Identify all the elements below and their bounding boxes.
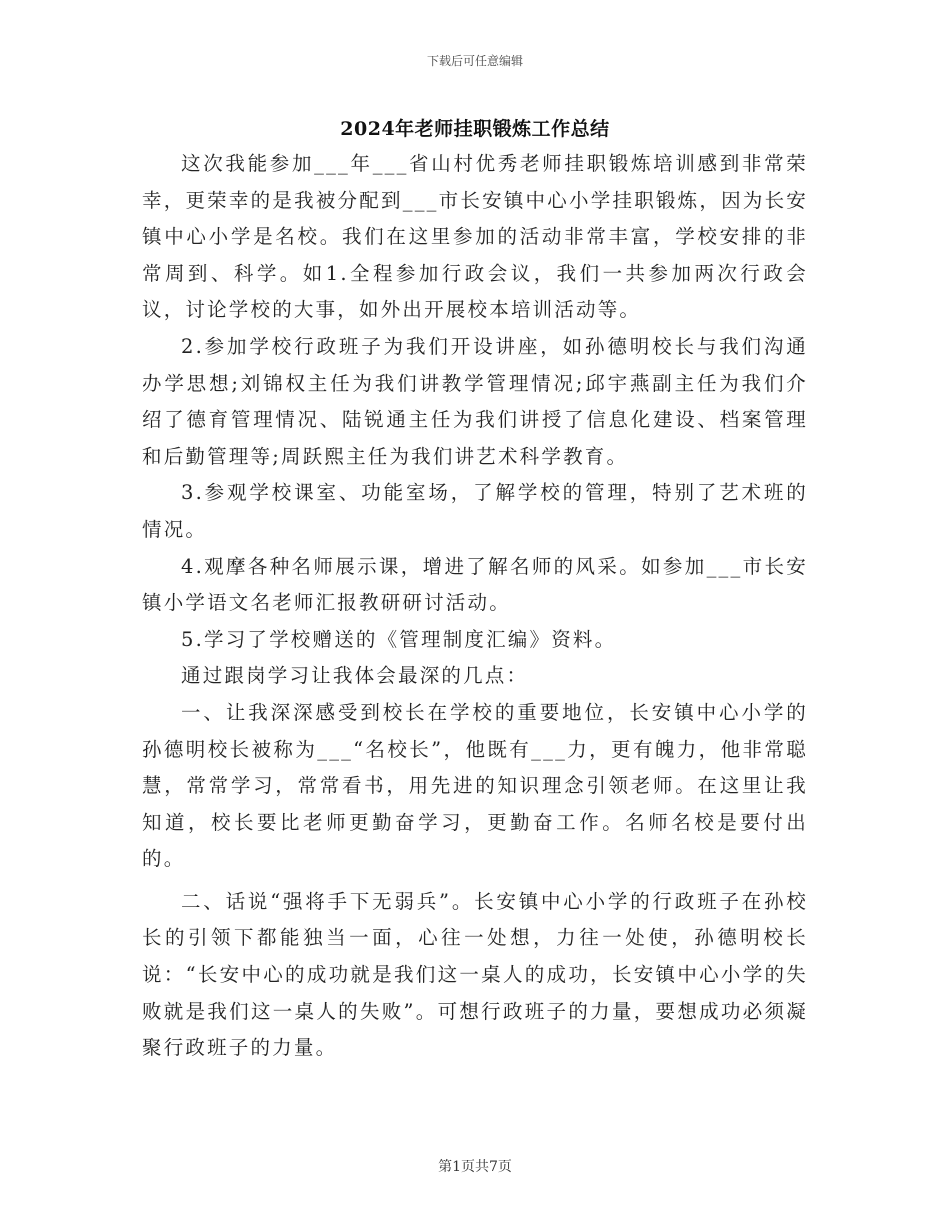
document-body [142, 146, 808, 1067]
paragraph-intro: 这次我能参加___年___省山村优秀老师挂职锻炼培训感到非常荣幸，更荣幸的是我被分配到___市长安镇中心小学挂职锻炼，因为长安镇中心小学是名校。我们在这里参加的活动非常丰富，学校安排的非常周到、科学。如1.全程参加行政会议，我们一共参加两次行政会议，讨论学校的大事，如外出开展校本培训活动等。 [142, 152, 808, 322]
paragraph-lesson-two: 二、话说“强将手下无弱兵”。长安镇中心小学的行政班子在孙校长的引领下都能独当一面，心往一处想，力往一处使，孙德明校长说：“长安中心的成功就是我们这一桌人的成功，长安镇中心小学的失败就是我们这一桌人的失败”。可想行政班子的力量，要想成功必须凝聚行政班子的力量。 [142, 889, 808, 1060]
paragraph-lesson-one: 一、让我深深感受到校长在学校的重要地位，长安镇中心小学的孙德明校长被称为___“名校长”，他既有___力，更有魄力，他非常聪慧，常常学习，常常看书，用先进的知识理念引领老师。在这里让我知道，校长要比老师更勤奋学习，更勤奋工作。名师名校是要付出的。 [142, 700, 808, 871]
document-title: 2024年老师挂职锻炼工作总结 [340, 118, 610, 140]
page-number: 第1页共7页 [438, 1159, 512, 1175]
paragraph-item-2: 2.参加学校行政班子为我们开设讲座，如孙德明校长与我们沟通办学思想;刘锦权主任为我们讲教学管理情况;邱宇燕副主任为我们介绍了德育管理情况、陆锐通主任为我们讲授了信息化建设、档案管理和后勤管理等;周跃熙主任为我们讲艺术科学教育。 [142, 334, 808, 468]
paragraph-item-3: 3.参观学校课室、功能室场，了解学校的管理，特别了艺术班的情况。 [142, 481, 808, 541]
header-note: 下载后可任意编辑 [426, 54, 523, 68]
paragraph-lessons-intro: 通过跟岗学习让我体会最深的几点： [181, 664, 529, 688]
paragraph-item-5: 5.学习了学校赠送的《管理制度汇编》资料。 [181, 627, 617, 651]
paragraph-item-4: 4.观摩各种名师展示课，增进了解名师的风采。如参加___市长安镇小学语文名老师汇报教研研讨活动。 [142, 554, 808, 615]
